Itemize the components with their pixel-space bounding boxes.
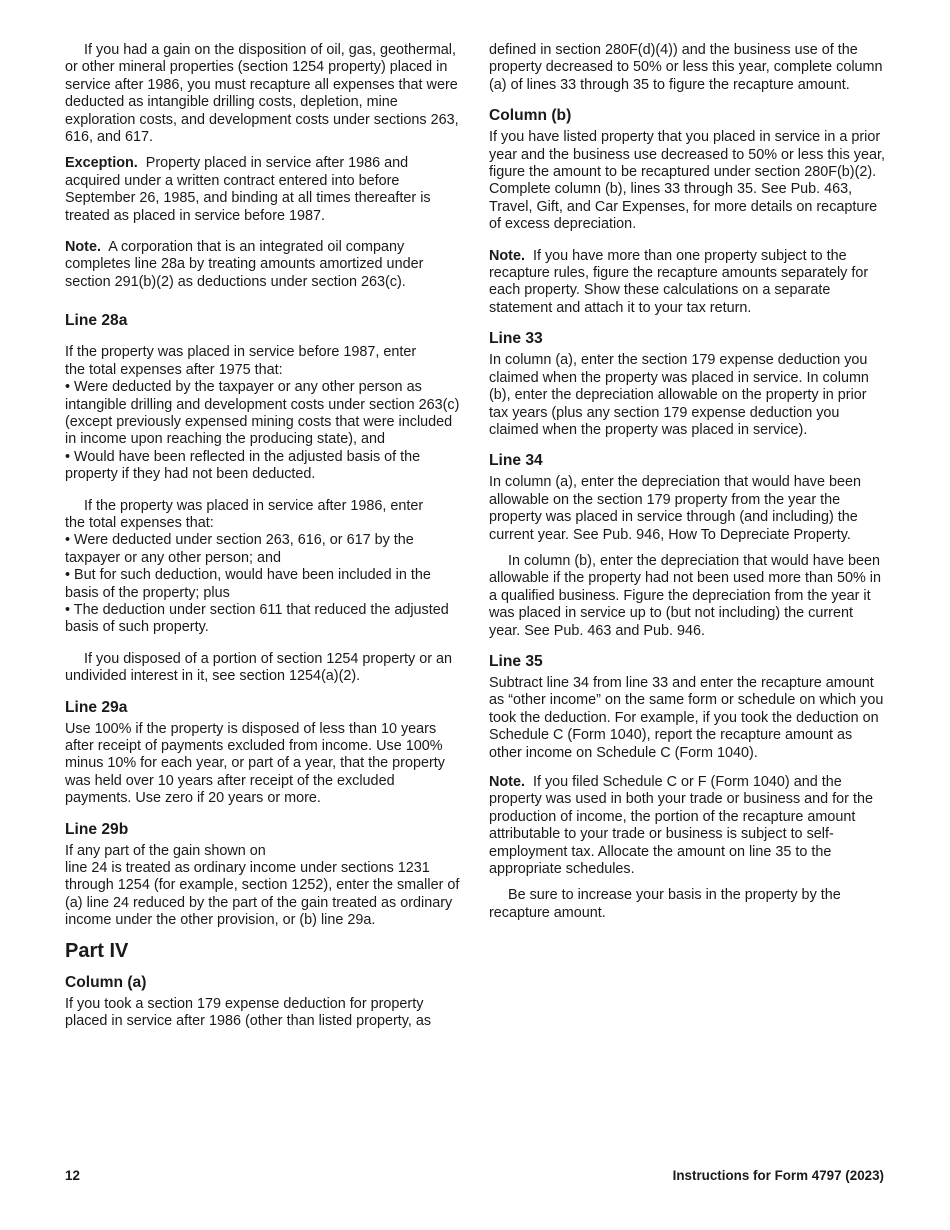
line-33-heading: Line 33 [489,330,543,348]
list-item: • But for such deduction, would have been included in the basis of the property; plus [65,567,431,601]
line-29b-paragraph [65,843,463,930]
oil-gas-paragraph: If you had a gain on the disposition of oil, gas, geothermal, or other mineral properties (section 1254 property) placed in service after 1986, you must recapture all expenses that were deducted as intangible drilling costs, depletion, mine exploration costs, and development costs under sections 263, 616, and 617. [65,42,459,146]
bullet-icon: • [65,448,71,465]
note-label: Note. [65,239,101,256]
line-29b-rest: line 24 is treated as ordinary income under sections 1231 through 1254 (for example, section 1252), enter the smaller of (a) line 24 reduced by the part of the gain treated as ordinary income under the other provision, or (b) line 29a. [65,860,460,929]
list-item: • Were deducted by the taxpayer or any other person as intangible drilling and development costs under section 263(c) (except previously expensed mining costs that were included in income upon reaching the producing state), and [65,379,460,448]
note-paragraph [489,248,887,318]
note-label: Note. [489,247,525,264]
page-number: 12 [65,1168,80,1183]
bullet-icon: • [65,379,71,396]
bullet-icon: • [65,567,71,584]
line-28a-after-2: the total expenses that: [65,514,214,531]
line-28a-after-1986-paragraph [65,498,463,637]
list-item: • Would have been reflected in the adjusted basis of the property if they had not been deducted. [65,448,421,483]
bullet-icon: • [65,601,71,618]
note-text: If you filed Schedule C or F (Form 1040) and the property was used in both your trade or business and for the production of income, the portion of the recapture amount attributable to your trade or business is subject to self-employment tax. Allocate the amount on line 35 to the appropriate schedules. [489,774,873,878]
line-33-text: In column (a), enter the section 179 expense deduction you claimed when the property was placed in service. In column (b), enter the depreciation allowable on the property in prior tax years (plus any section 179 expense deduction you claimed when the property was placed in service). [489,352,869,438]
line-29a-heading: Line 29a [65,698,128,716]
line-34-heading: Line 34 [489,452,543,470]
note-label: Note. [489,774,525,790]
exception-label: Exception. [65,155,138,172]
line-28a-after-1: If the property was placed in service after 1986, enter [84,497,424,514]
right-column [489,42,887,931]
line-28a-intro-1: If the property was placed in service before 1987, enter [65,344,417,361]
column-a-continued: defined in section 280F(d)(4)) and the business use of the property decreased to 50% or less this year, complete column (a) of lines 33 through 35 to figure the recapture amount. [489,42,883,93]
basis-paragraph: Be sure to increase your basis in the property by the recapture amount. [489,887,841,921]
column-a-text: If you took a section 179 expense deduction for property placed in service after 1986 (other than listed property, as [65,995,432,1030]
line-28a-paragraph [65,344,463,483]
note-paragraph [65,239,463,291]
line-34-text: In column (a), enter the depreciation that would have been allowable on the section 179 property from the year the property was placed in service through (and including) the current year. See Pub. 946, How To Depreciate Property. [489,474,861,543]
line-29b-line-1: If any part of the gain shown on [65,842,266,859]
portion-paragraph: If you disposed of a portion of section 1254 property or an undivided interest in it, see section 1254(a)(2). [65,650,452,685]
line-28a-heading: Line 28a [65,312,128,330]
exception-paragraph [65,155,463,225]
line-29a-text: Use 100% if the property is disposed of less than 10 years after receipt of payments excluded from income. Use 100% minus 10% for each year, or part of a year, that the property was held over 10 years after receipt of the excluded payments. Use zero if 20 years or more. [65,720,445,807]
note-text: If you have more than one property subject to the recapture rules, figure the recapture amounts separately for each property. Show these calculations on a separate statement and attach it to your tax return. [489,247,869,316]
line-35-heading: Line 35 [489,652,543,670]
line-34-column-b-text: In column (b), enter the depreciation that would have been allowable if the property had not been used more than 50% in a qualified business. Figure the depreciation from the year it was placed in service up to (but not including) the current year. See Pub. 463 and Pub. 946. [489,552,882,639]
line-29b-heading: Line 29b [65,820,129,838]
column-a-heading: Column (a) [65,973,147,991]
list-item: • The deduction under section 611 that reduced the adjusted basis of such property. [65,601,449,636]
part-iv-heading: Part IV [65,939,129,962]
footer-title: Instructions for Form 4797 (2023) [672,1168,884,1183]
column-b-text: If you have listed property that you placed in service in a prior year and the business use decreased to 50% or less this year, figure the amount to be recaptured under section 280F(b)(2). Complete column (b), lines 33 through 35. See Pub. 463, Travel, Gift, and Car Expenses, for more details on recapture of excess depreciation. [489,129,885,233]
note-paragraph [489,774,887,878]
line-28a-intro-2: the total expenses after 1975 that: [65,361,283,378]
line-35-text: Subtract line 34 from line 33 and enter the recapture amount as “other income” on the same form or schedule on which you took the deduction. For example, if you took the deduction on Schedule C (Form 1040), report the recapture amount as other income on Schedule C (Form 1040). [489,674,884,761]
list-item: • Were deducted under section 263, 616, or 617 by the taxpayer or any other person; and [65,532,414,566]
bullet-icon: • [65,532,71,549]
column-b-heading: Column (b) [489,107,572,125]
left-column [65,42,463,1039]
exception-text: Property placed in service after 1986 and acquired under a written contract entered into before September 26, 1985, and binding at all times thereafter is treated as placed in service before 1987. [65,155,431,224]
note-text: A corporation that is an integrated oil company completes line 28a by treating amounts amortized under section 291(b)(2) as deductions under section 263(c). [65,239,424,290]
